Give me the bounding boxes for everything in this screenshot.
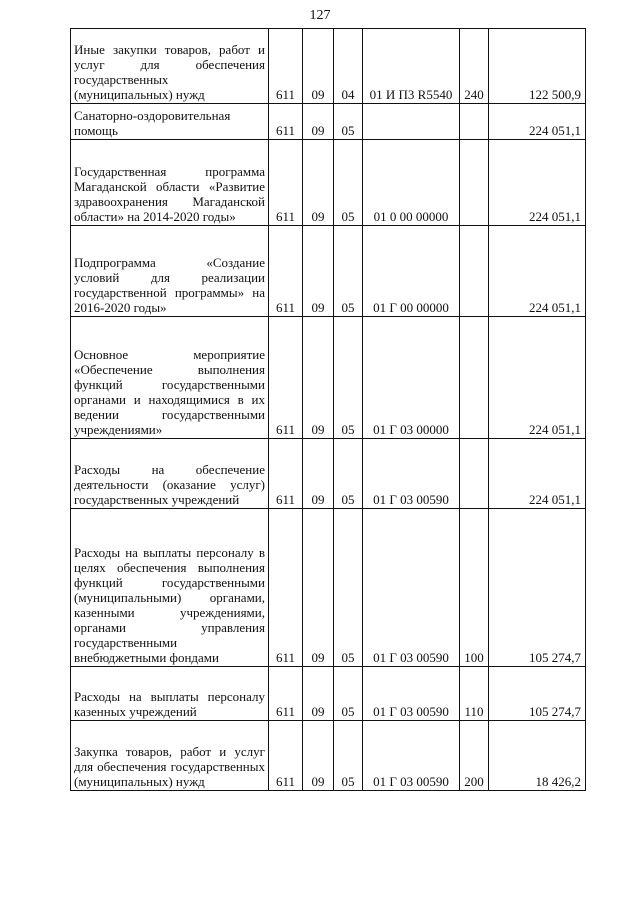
- row-pr: 05: [334, 667, 363, 721]
- row-vr: 200: [460, 721, 489, 791]
- table-row: [71, 667, 586, 721]
- row-pr: 05: [334, 317, 363, 439]
- row-csr: 01 0 00 00000: [363, 140, 460, 226]
- row-rz: 09: [303, 317, 334, 439]
- row-ved: 611: [269, 667, 303, 721]
- table-row: [71, 29, 586, 104]
- row-name: Подпрограмма «Создание условий для реализации государственной программы» на 2016-2020 годы»: [71, 226, 269, 317]
- row-rz: 09: [303, 667, 334, 721]
- row-pr: 05: [334, 140, 363, 226]
- row-csr: 01 Г 03 00590: [363, 509, 460, 667]
- row-ved: 611: [269, 226, 303, 317]
- row-sum: 224 051,1: [489, 140, 586, 226]
- row-pr: 05: [334, 104, 363, 140]
- row-csr: 01 И П3 R5540: [363, 29, 460, 104]
- row-csr: 01 Г 03 00590: [363, 721, 460, 791]
- row-pr: 05: [334, 439, 363, 509]
- row-vr: [460, 439, 489, 509]
- row-name: Закупка товаров, работ и услуг для обеспечения государственных (муниципальных) нужд: [71, 721, 269, 791]
- budget-table: [70, 28, 586, 791]
- table-row: [71, 104, 586, 140]
- row-sum: 105 274,7: [489, 667, 586, 721]
- row-name: Иные закупки товаров, работ и услуг для обеспечения государственных (муниципальных) нужд: [71, 29, 269, 104]
- row-pr: 05: [334, 226, 363, 317]
- row-vr: [460, 226, 489, 317]
- table-row: [71, 140, 586, 226]
- table-row: [71, 721, 586, 791]
- row-rz: 09: [303, 509, 334, 667]
- row-pr: 05: [334, 509, 363, 667]
- row-vr: 240: [460, 29, 489, 104]
- row-csr: 01 Г 00 00000: [363, 226, 460, 317]
- row-csr: 01 Г 03 00000: [363, 317, 460, 439]
- row-name: Санаторно-оздоровительная помощь: [71, 104, 269, 140]
- row-ved: 611: [269, 509, 303, 667]
- row-vr: 110: [460, 667, 489, 721]
- row-rz: 09: [303, 140, 334, 226]
- row-ved: 611: [269, 317, 303, 439]
- row-ved: 611: [269, 104, 303, 140]
- row-rz: 09: [303, 104, 334, 140]
- page-number: 127: [309, 8, 331, 23]
- row-csr: [363, 104, 460, 140]
- row-ved: 611: [269, 439, 303, 509]
- table-row: [71, 317, 586, 439]
- row-vr: [460, 140, 489, 226]
- row-ved: 611: [269, 721, 303, 791]
- table-row: [71, 509, 586, 667]
- row-vr: 100: [460, 509, 489, 667]
- row-sum: 224 051,1: [489, 226, 586, 317]
- row-name: Основное мероприятие «Обеспечение выполнения функций государственными органами и находящимися в их ведении государственными учреждениями»: [71, 317, 269, 439]
- row-rz: 09: [303, 226, 334, 317]
- row-name: Государственная программа Магаданской области «Развитие здравоохранения Магаданской области» на 2014-2020 годы»: [71, 140, 269, 226]
- row-pr: 05: [334, 721, 363, 791]
- row-name: Расходы на выплаты персоналу казенных учреждений: [71, 667, 269, 721]
- table-row: [71, 439, 586, 509]
- table-row: [71, 226, 586, 317]
- row-ved: 611: [269, 140, 303, 226]
- row-vr: [460, 104, 489, 140]
- row-sum: 224 051,1: [489, 439, 586, 509]
- row-rz: 09: [303, 721, 334, 791]
- row-rz: 09: [303, 439, 334, 509]
- row-sum: 105 274,7: [489, 509, 586, 667]
- row-name: Расходы на обеспечение деятельности (оказание услуг) государственных учреждений: [71, 439, 269, 509]
- row-sum: 18 426,2: [489, 721, 586, 791]
- row-csr: 01 Г 03 00590: [363, 439, 460, 509]
- row-sum: 122 500,9: [489, 29, 586, 104]
- row-name: Расходы на выплаты персоналу в целях обеспечения выполнения функций государственными (муниципальными) органами, казенными учреждениями, органами управления государственными внебюджетными фондами: [71, 509, 269, 667]
- row-csr: 01 Г 03 00590: [363, 667, 460, 721]
- row-ved: 611: [269, 29, 303, 104]
- row-rz: 09: [303, 29, 334, 104]
- row-vr: [460, 317, 489, 439]
- row-sum: 224 051,1: [489, 317, 586, 439]
- row-sum: 224 051,1: [489, 104, 586, 140]
- row-pr: 04: [334, 29, 363, 104]
